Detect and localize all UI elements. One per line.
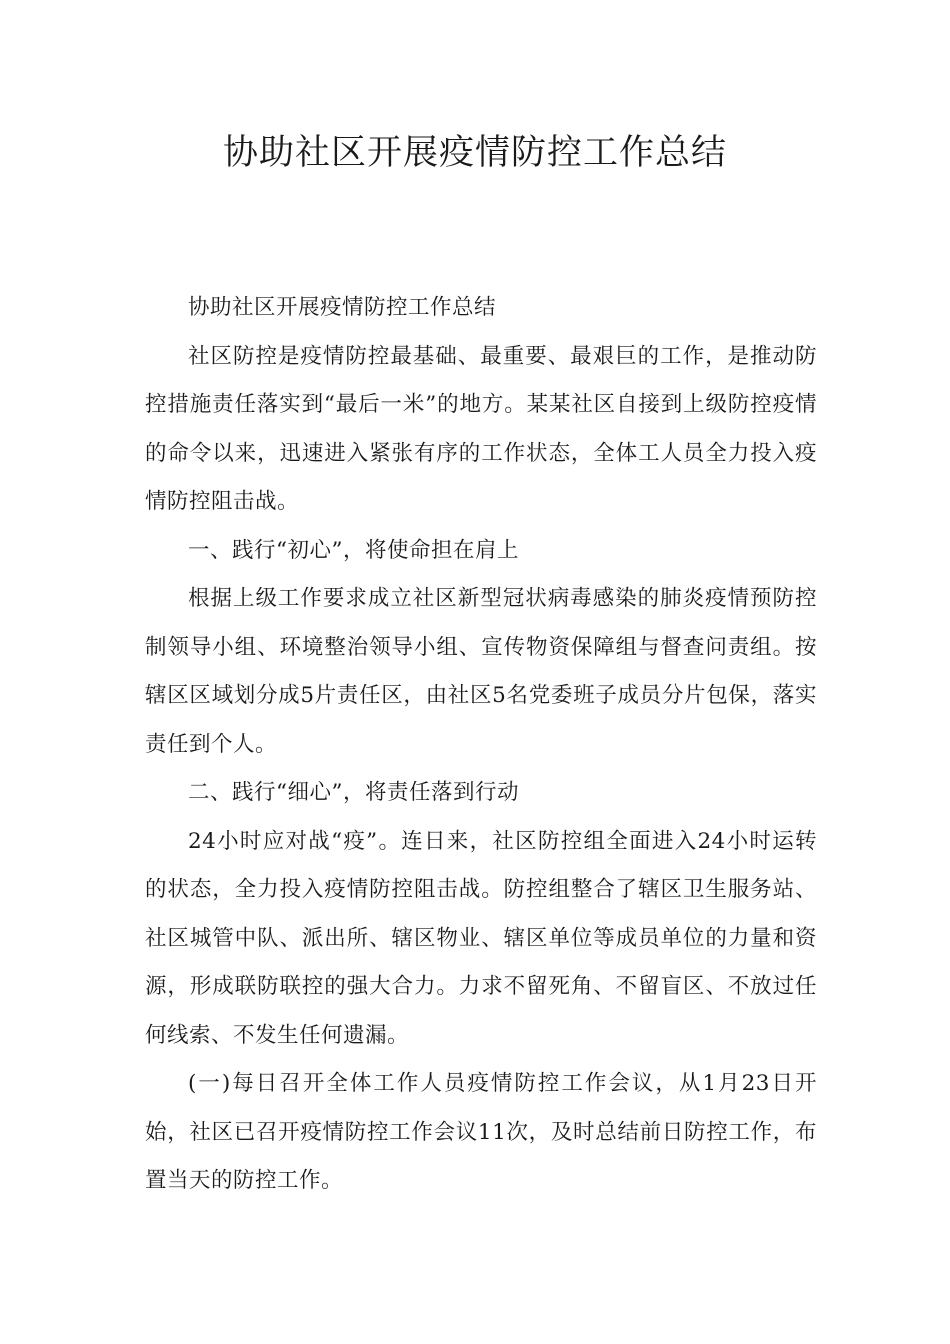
paragraph-subtitle: 协助社区开展疫情防控工作总结 — [188, 295, 497, 320]
document-title: 协助社区开展疫情防控工作总结 — [222, 133, 727, 173]
paragraph-item-1: (一)每日召开全体工作人员疫情防控工作会议，从1月23日开始，社区已召开疫情防控工作会议11次，及时总结前日防控工作，布置当天的防控工作。 — [145, 1071, 817, 1193]
document-body — [145, 284, 817, 1206]
section-heading-2: 二、践行“细心”，将责任落到行动 — [188, 780, 519, 805]
paragraph-section-1: 根据上级工作要求成立社区新型冠状病毒感染的肺炎疫情预防控制领导小组、环境整治领导小组、宣传物资保障组与督查问责组。按辖区区域划分成5片责任区，由社区5名党委班子成员分片包保，落实责任到个人。 — [145, 586, 817, 757]
paragraph-section-2: 24小时应对战“疫”。连日来，社区防控组全面进入24小时运转的状态，全力投入疫情防控阻击战。防控组整合了辖区卫生服务站、社区城管中队、派出所、辖区物业、辖区单位等成员单位的力量和资源，形成联防联控的强大合力。力求不留死角、不留盲区、不放过任何线索、不发生任何遗漏。 — [145, 828, 817, 1048]
section-heading-1: 一、践行“初心”，将使命担在肩上 — [188, 537, 519, 563]
paragraph-intro: 社区防控是疫情防控最基础、最重要、最艰巨的工作，是推动防控措施责任落实到“最后一米”的地方。某某社区自接到上级防控疫情的命令以来，迅速进入紧张有序的工作状态，全体工人员全力投入疫情防控阻击战。 — [145, 343, 817, 514]
